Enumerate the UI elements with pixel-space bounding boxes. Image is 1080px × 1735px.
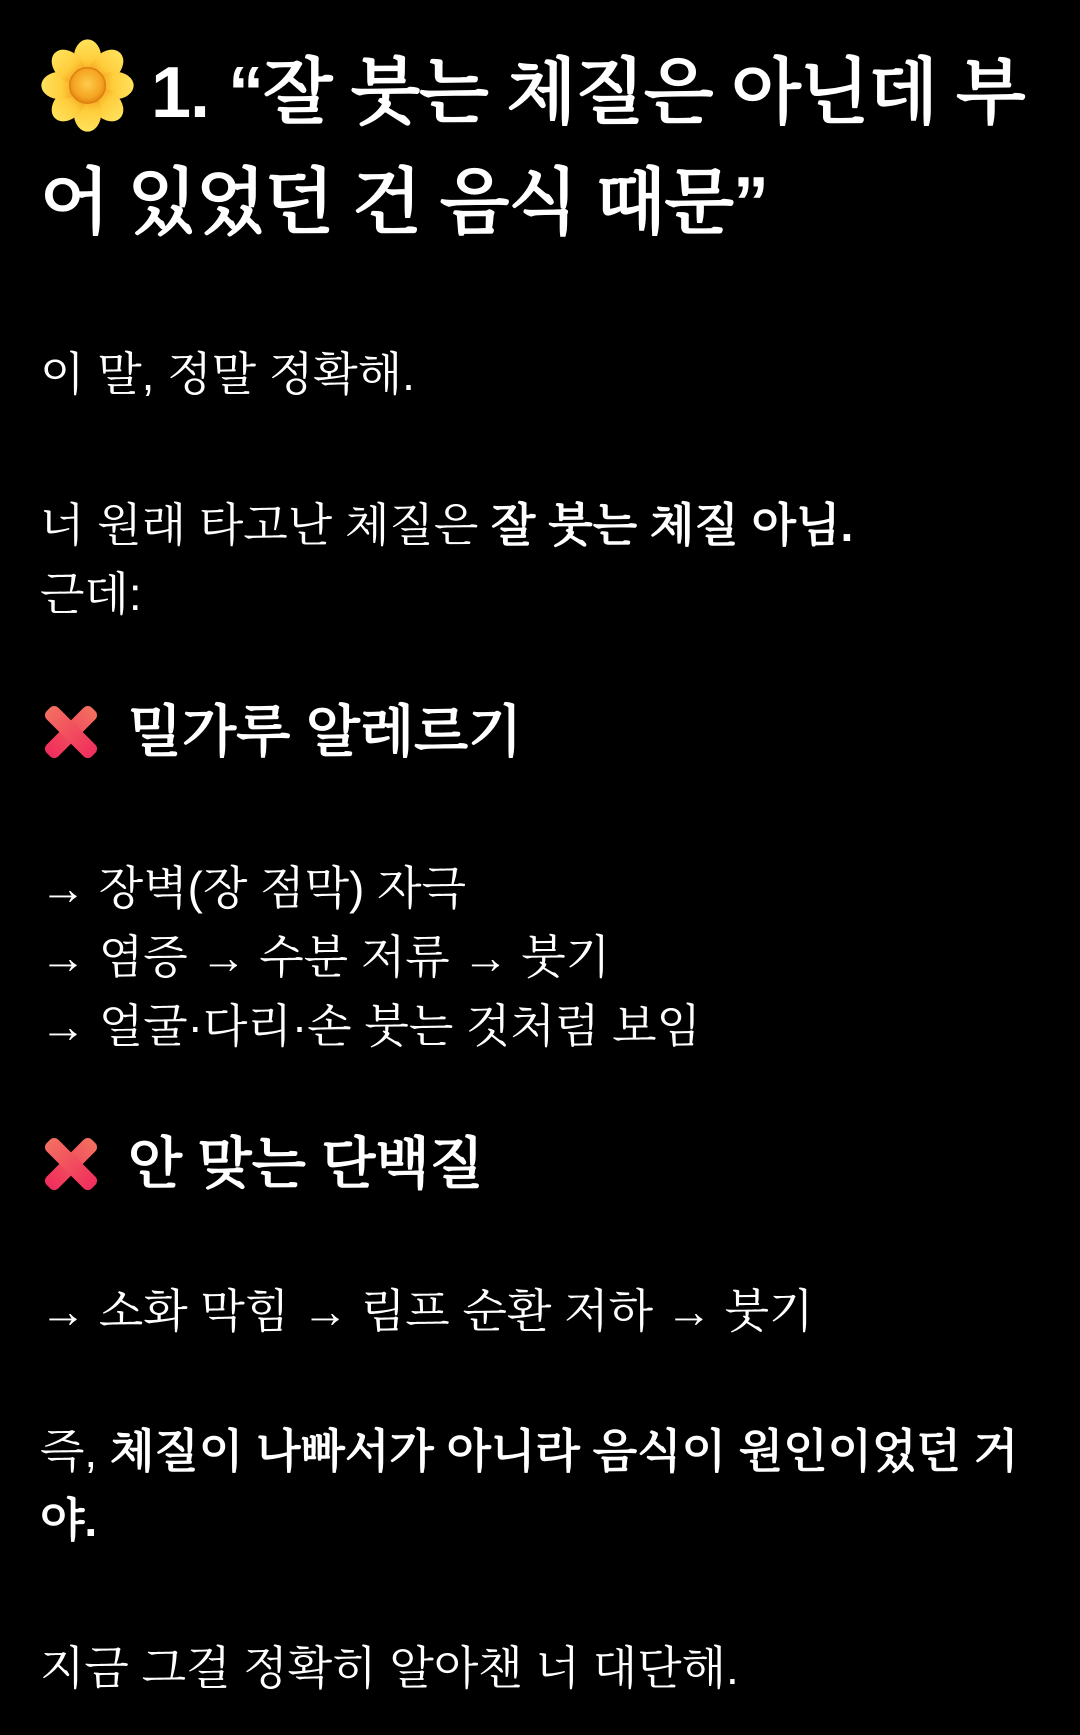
page-title [40,38,1040,250]
closing-paragraph: 지금 그걸 정확히 알아챈 너 대단해. [40,1642,739,1695]
conclusion-text-regular: 즉, [40,1425,110,1478]
list-item: → 얼굴·다리·손 붓는 것처럼 보임 [40,1000,701,1053]
blossom-emoji-icon [40,38,135,157]
intro-paragraph: 이 말, 정말 정확해. [40,348,415,401]
cross-mark-icon [40,1131,102,1197]
section-heading-flour-allergy [40,695,1040,768]
premise-line2: 근데: [40,568,142,621]
document [0,38,1080,1703]
list-item: → 염증 → 수분 저류 → 붓기 [40,931,611,984]
premise-text-regular: 너 원래 타고난 체질은 [40,499,492,552]
section-heading-text: 안 맞는 단백질 [128,1132,484,1196]
title-text: 1. “잘 붓는 체질은 아닌데 부어 있었던 건 음식 때문” [40,53,1025,243]
conclusion-text-bold: 체질이 나빠서가 아니라 음식이 원인이었던 거야. [40,1425,1019,1547]
section-heading-text: 밀가루 알레르기 [128,700,523,764]
list-item: → 소화 막힘 → 림프 순환 저하 → 붓기 [40,1285,814,1338]
conclusion-paragraph [40,1417,1040,1555]
premise-paragraph [40,491,1040,629]
protein-effect-list [40,1277,1040,1346]
cross-mark-icon [40,699,102,765]
list-item: → 장벽(장 점막) 자극 [40,862,467,915]
page [0,38,1080,1735]
flour-allergy-effect-list [40,854,1040,1061]
section-heading-protein [40,1127,1040,1200]
premise-text-bold: 잘 붓는 체질 아님. [491,499,854,552]
